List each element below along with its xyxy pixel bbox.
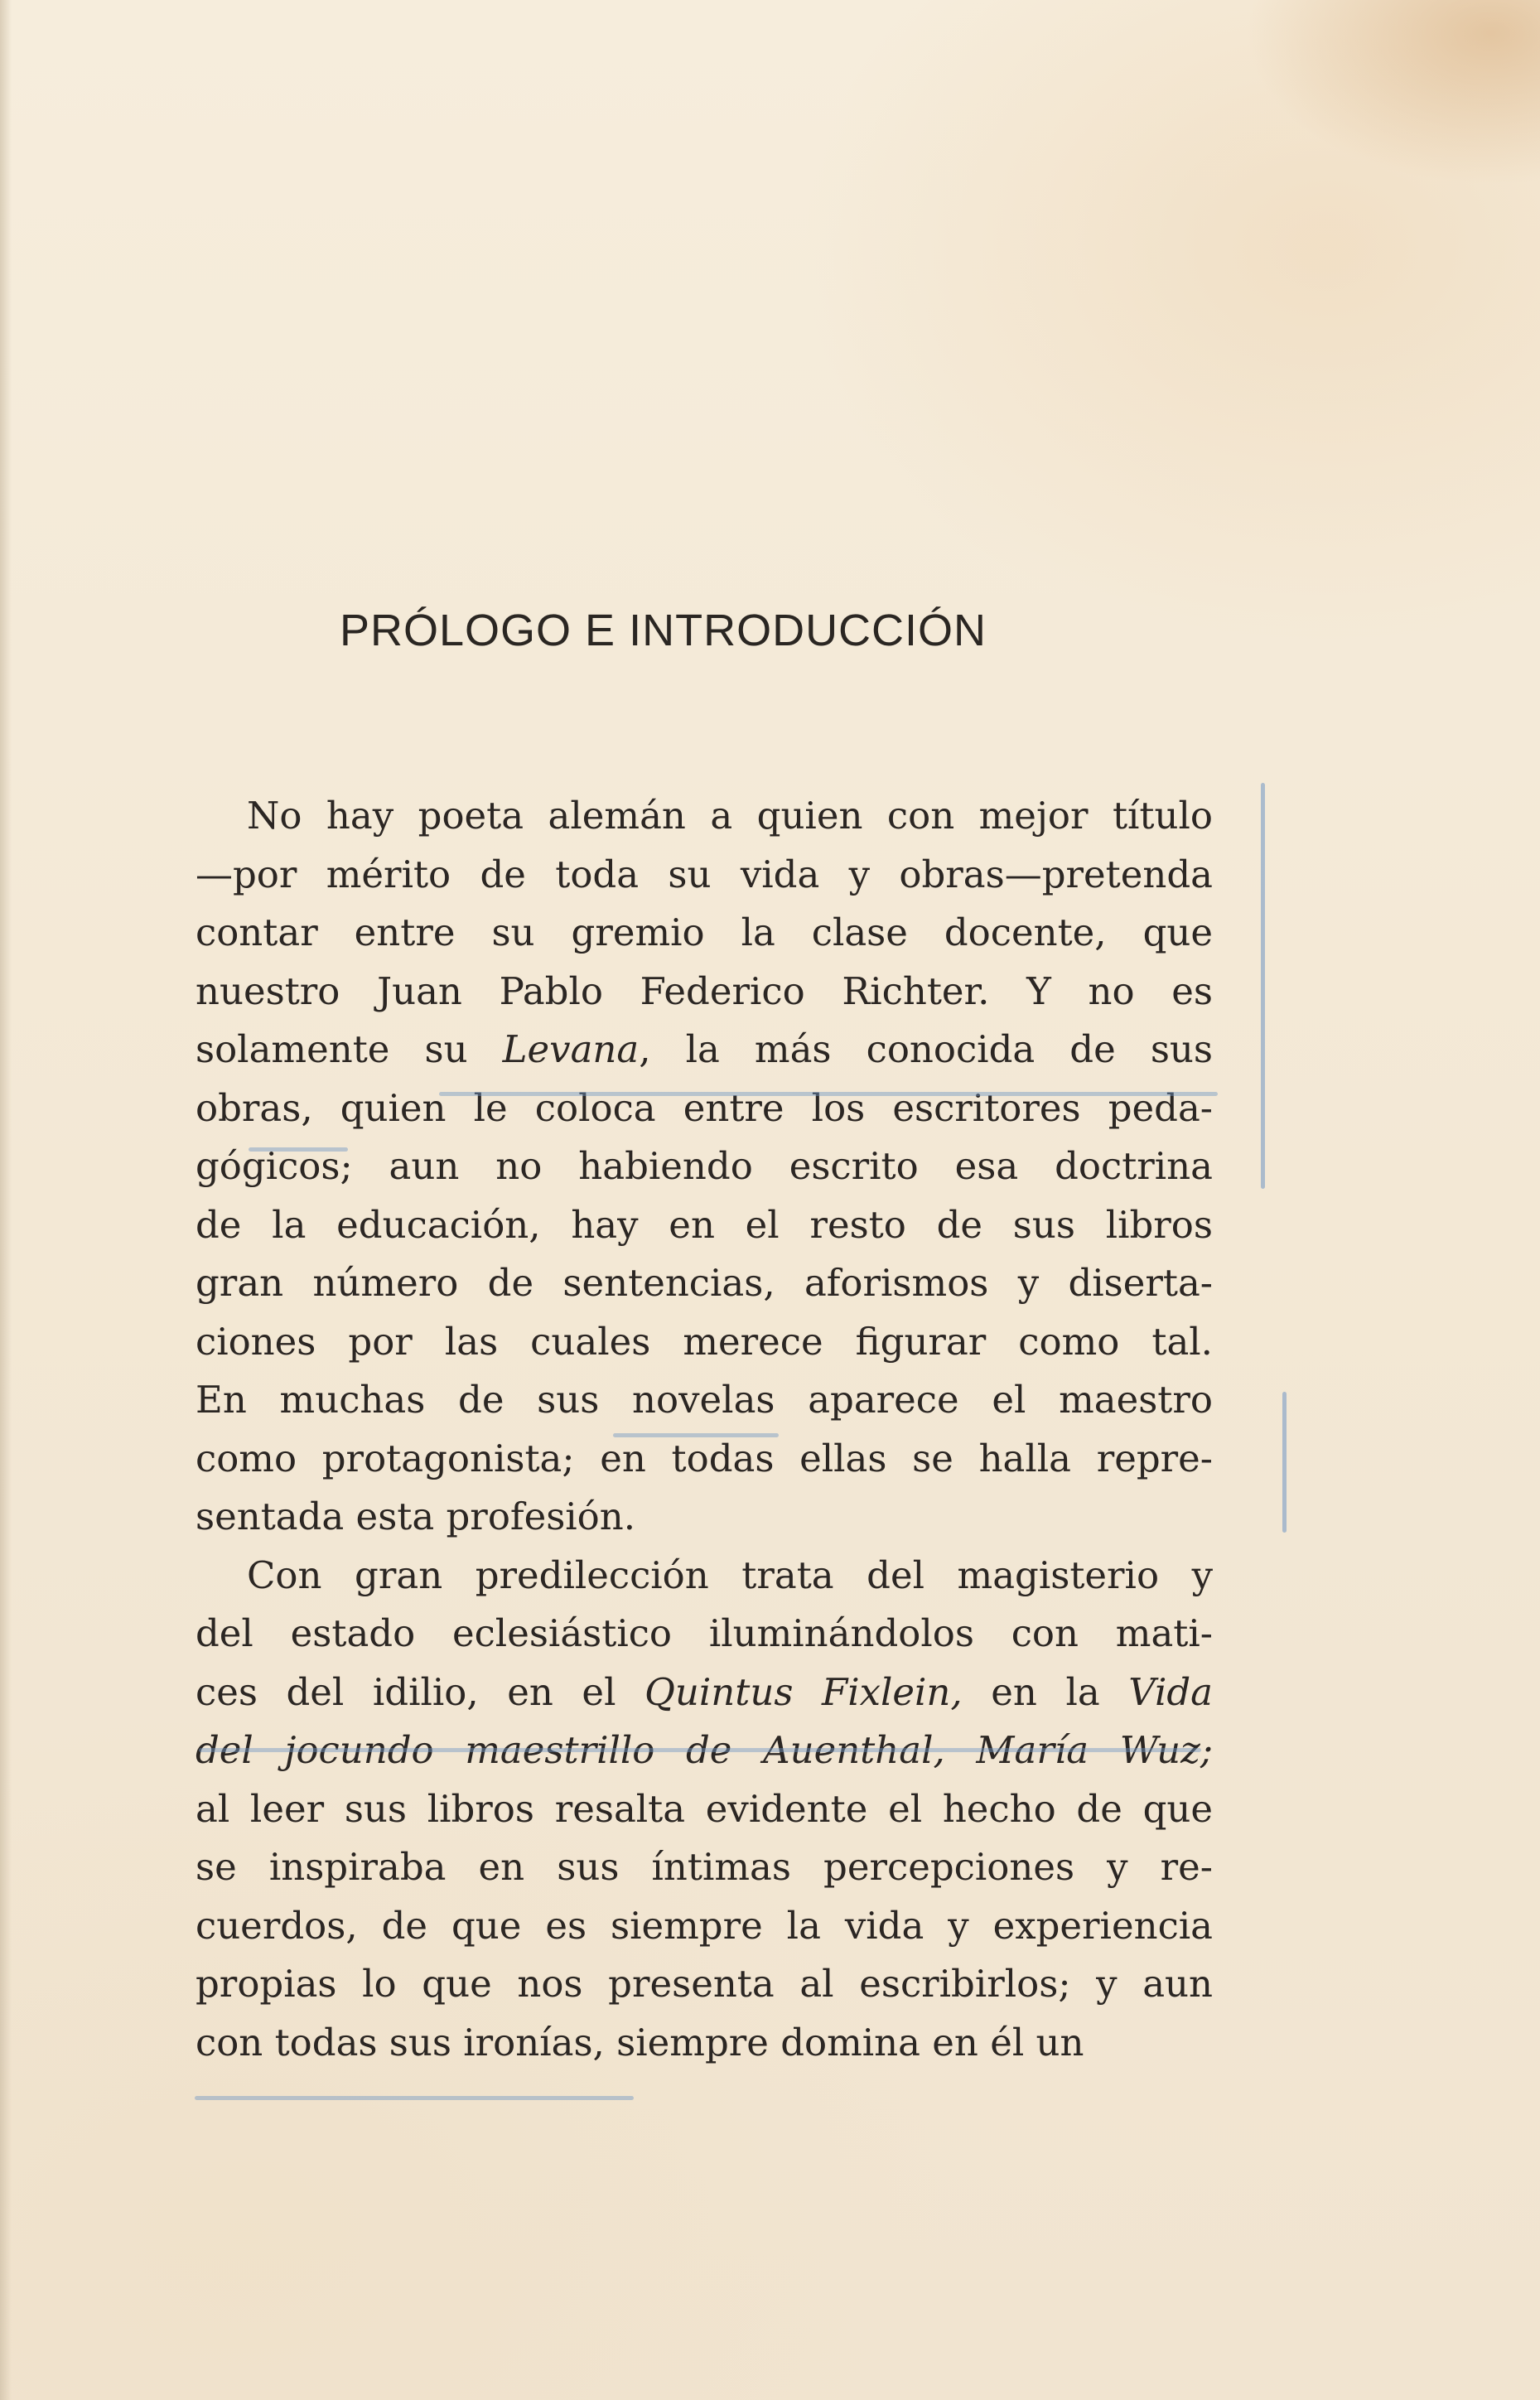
text-segment: se inspiraba en sus íntimas percepciones y re- [196, 1845, 1213, 1889]
text-line [196, 1955, 1213, 2014]
text-segment: No hay poeta alemán a quien con mejor título [247, 794, 1213, 838]
text-line [196, 1371, 1213, 1430]
text-segment: de la educación, hay en el resto de sus libros [196, 1202, 1213, 1247]
text-segment: sentada esta profesión. [196, 1495, 636, 1538]
pencil-underline-4 [199, 1748, 1201, 1752]
pencil-underline-1 [439, 1092, 1218, 1096]
text-segment: ces del idilio, en el [196, 1669, 645, 1714]
text-segment: Con gran predilección trata del magisterio y [247, 1553, 1213, 1597]
text-line [196, 1196, 1213, 1255]
text-line [196, 1838, 1213, 1897]
text-line [196, 1313, 1213, 1372]
chapter-heading: PRÓLOGO E INTRODUCCIÓN [340, 606, 987, 655]
text-line [196, 787, 1213, 846]
text-segment: ciones por las cuales merece figurar como tal. [196, 1319, 1213, 1364]
body-text [196, 787, 1213, 2072]
italic-text-segment: Quintus Fixlein, [644, 1669, 963, 1714]
text-line [196, 1079, 1213, 1138]
text-line [196, 1488, 1213, 1547]
text-line [196, 1897, 1213, 1956]
text-line [196, 1254, 1213, 1313]
text-line [196, 1430, 1213, 1489]
text-segment: propias lo que nos presenta al escribirlos; y aun [196, 1962, 1213, 2006]
text-segment: , la más conocida de sus [639, 1027, 1213, 1071]
page-edge-shadow [0, 0, 12, 2400]
text-line [196, 1137, 1213, 1196]
text-line [196, 1547, 1213, 1606]
text-segment: nuestro Juan Pablo Federico Richter. Y no es [196, 968, 1213, 1013]
text-line [196, 1605, 1213, 1664]
text-segment: como protagonista; en todas ellas se halla repre- [196, 1436, 1213, 1480]
text-line [196, 1780, 1213, 1839]
text-segment: al leer sus libros resalta evidente el hecho de que [196, 1786, 1213, 1831]
text-segment: con todas sus ironías, siempre domina en él un [196, 2020, 1084, 2064]
text-segment: En muchas de sus novelas aparece el maestro [196, 1378, 1213, 1422]
text-segment: obras, quien le coloca entre los escritores peda- [196, 1085, 1213, 1130]
text-line [196, 846, 1213, 905]
text-segment: cuerdos, de que es siempre la vida y experiencia [196, 1903, 1213, 1948]
italic-text-segment: del jocundo maestrillo de Auenthal, María Wuz; [196, 1728, 1213, 1772]
text-segment: gógicos; aun no habiendo escrito esa doctrina [196, 1144, 1213, 1188]
text-line [196, 963, 1213, 1021]
text-segment: contar entre su gremio la clase docente, que [196, 910, 1213, 954]
pencil-mark-margin-2 [1282, 1392, 1287, 1533]
pencil-underline-2 [249, 1147, 348, 1152]
text-line [196, 1664, 1213, 1722]
text-line [196, 904, 1213, 963]
italic-text-segment: Levana [502, 1027, 640, 1071]
text-segment: solamente su [196, 1027, 503, 1071]
text-line [196, 1021, 1213, 1079]
text-segment: en la [962, 1669, 1129, 1714]
text-line [196, 2014, 1213, 2073]
pencil-underline-3 [613, 1433, 779, 1437]
pencil-mark-margin-1 [1261, 783, 1265, 1189]
pencil-underline-5 [195, 2096, 634, 2100]
text-segment: gran número de sentencias, aforismos y diserta- [196, 1261, 1213, 1305]
text-segment: —por mérito de toda su vida y obras—pretenda [196, 852, 1213, 896]
italic-text-segment: Vida [1128, 1669, 1214, 1714]
text-segment: del estado eclesiástico iluminándolos con mati- [196, 1611, 1213, 1655]
